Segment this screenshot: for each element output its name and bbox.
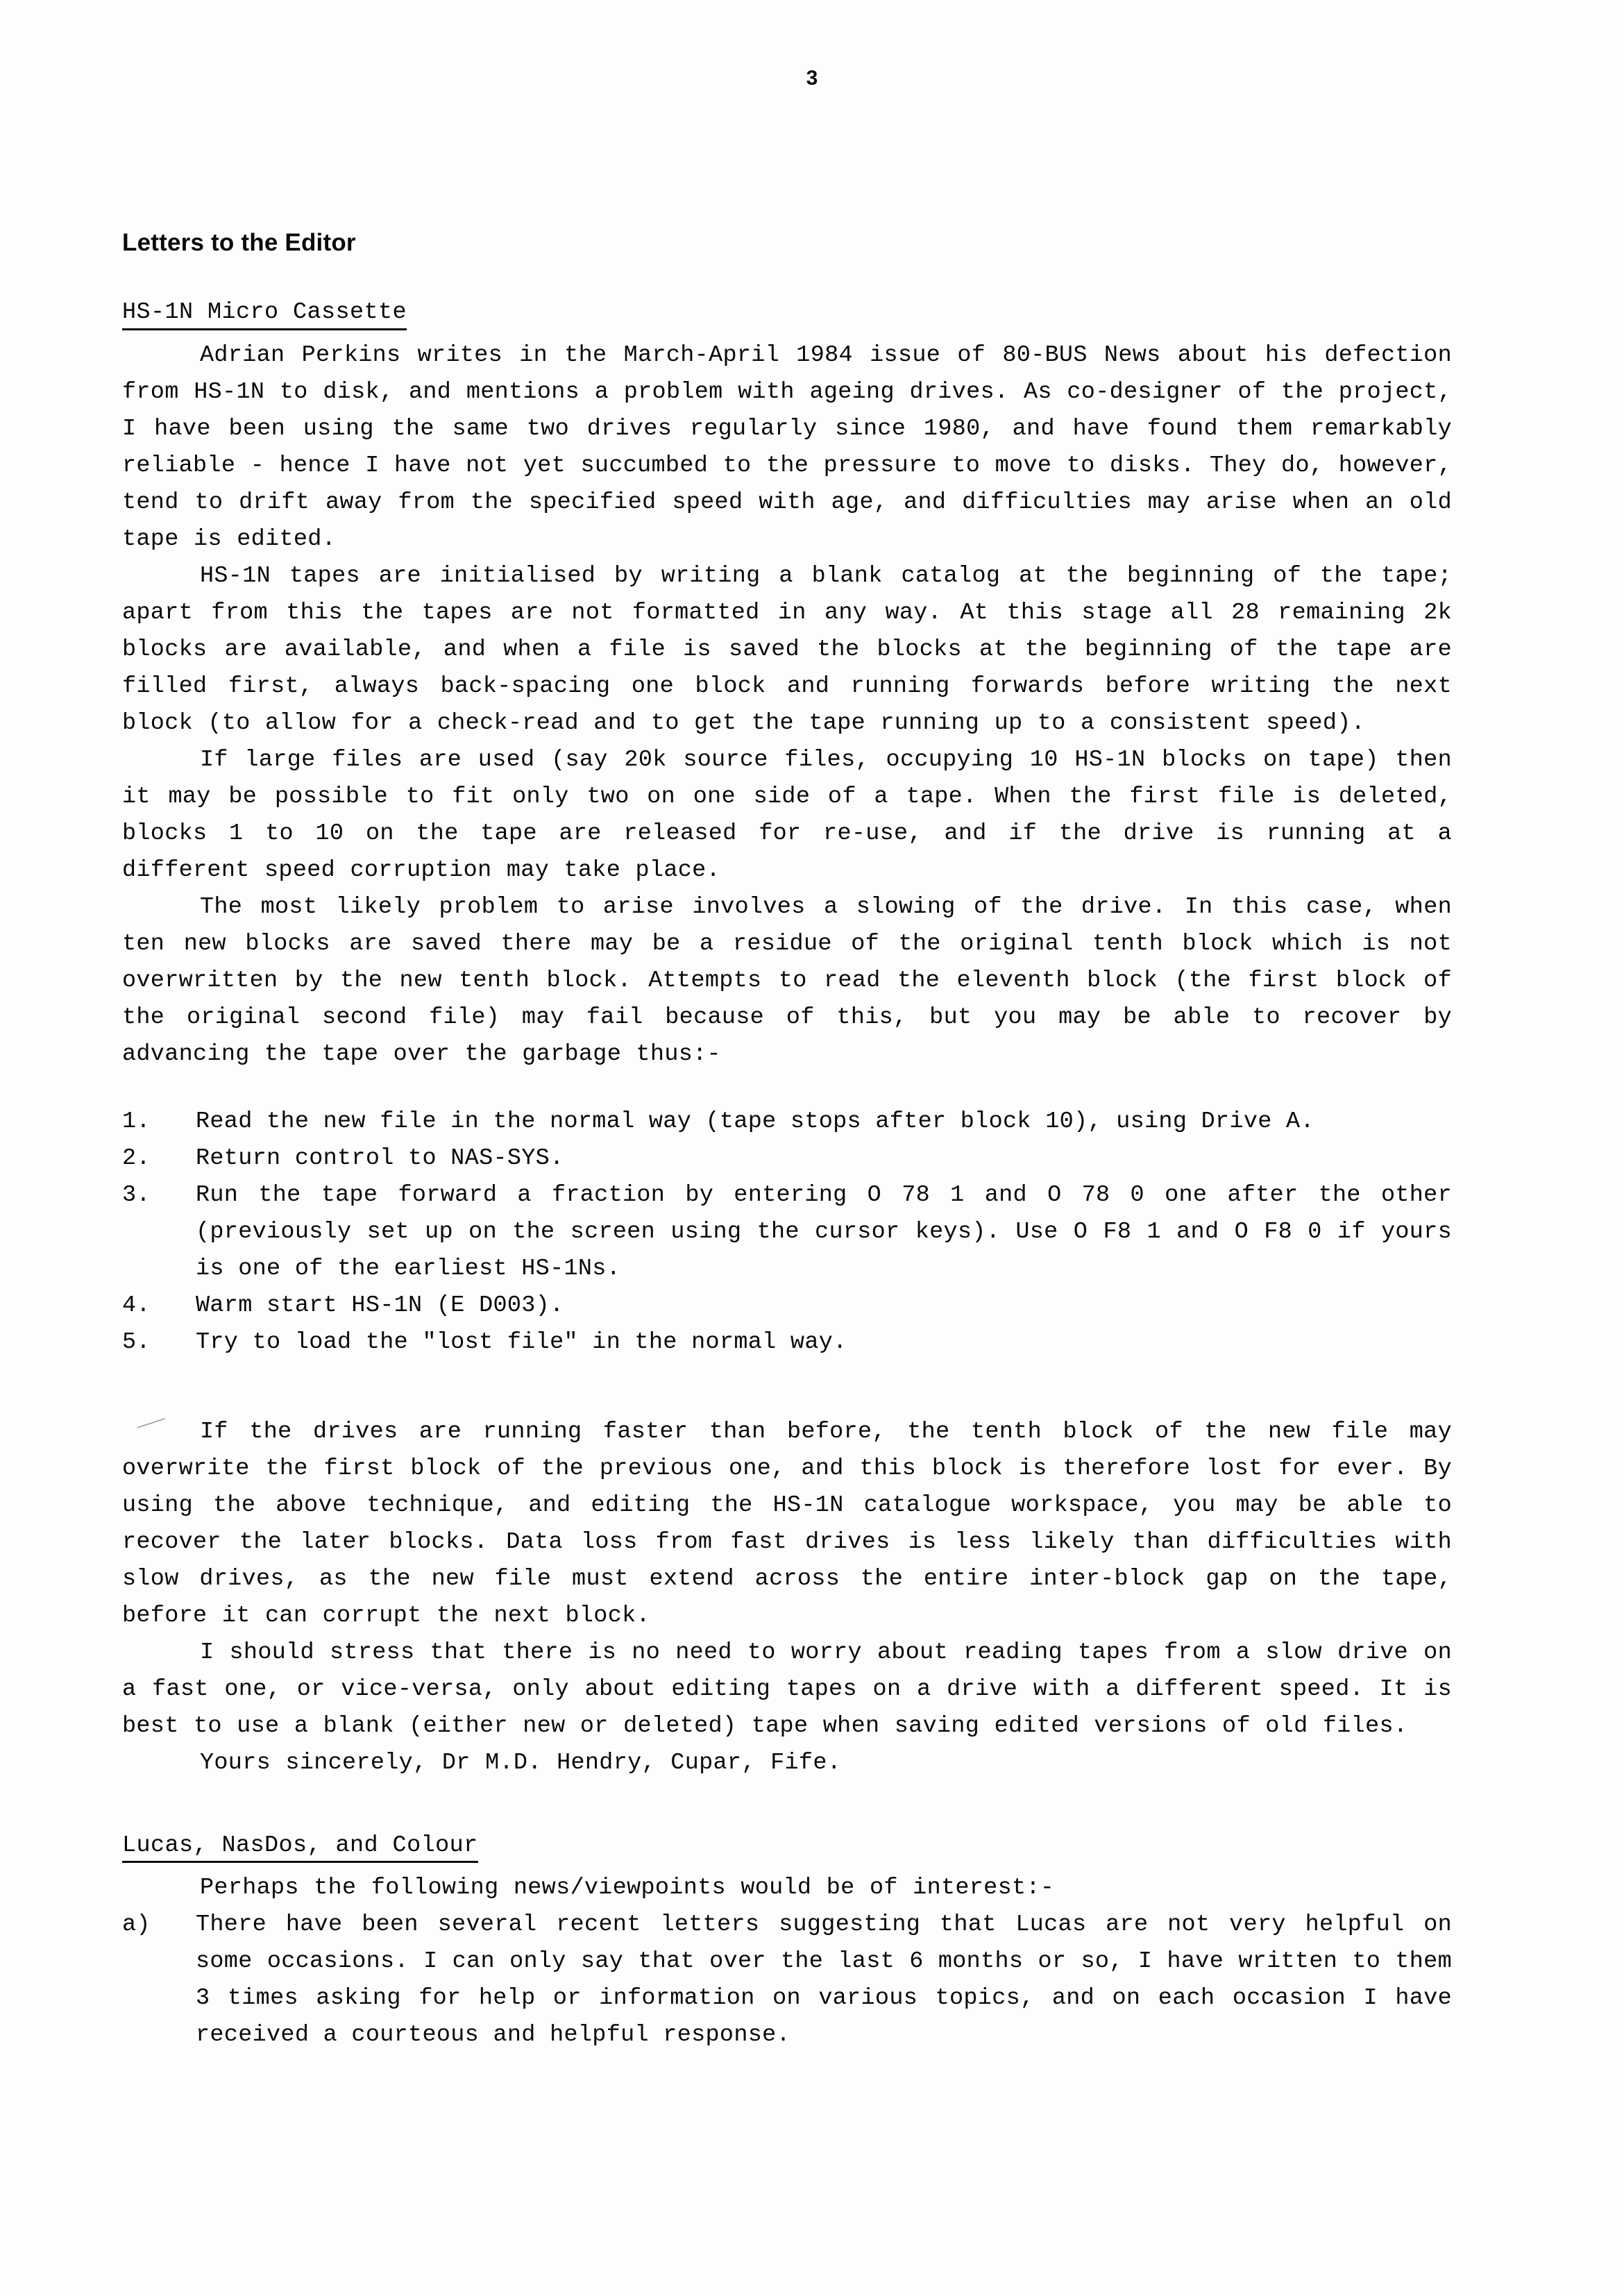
- list-item-marker: 4.: [122, 1292, 151, 1319]
- list-item: [122, 1907, 1452, 2054]
- list-item-marker: a): [122, 1911, 151, 1938]
- letter-title: Lucas, NasDos, and Colour: [122, 1834, 478, 1864]
- paragraph: Adrian Perkins writes in the March-April 1984 issue of 80-BUS News about his defection from HS-1N to disk, and mentions a problem with ageing drives. As co-designer of the project, I have been using the same two drives regularly since 1980, and have found them remarkably reliable - hence I have not yet succumbed to the pressure to move to disks. They do, however, tend to drift away from the specified speed with age, and difficulties may arise when an old tape is edited.: [122, 341, 1452, 552]
- spacer: [122, 1361, 1452, 1414]
- list-item-marker: 1.: [122, 1108, 151, 1135]
- list-item: [122, 1324, 1452, 1361]
- procedure-step-list: [122, 1104, 1452, 1361]
- list-item-text: There have been several recent letters suggesting that Lucas are not very helpful on some occasions. I can only say that over the last 6 months or so, I have written to them 3 times asking for help or information on various topics, and on each occasion I have received a courteous and helpful response.: [196, 1911, 1452, 2048]
- list-item-marker: 2.: [122, 1145, 151, 1172]
- list-item-text: Run the tape forward a fraction by entering O 78 1 and O 78 0 one after the other (previously set up on the screen using the cursor keys). Use O F8 1 and O F8 0 if yours is one of the earliest HS-1Ns.: [196, 1181, 1452, 1282]
- paragraph: HS-1N tapes are initialised by writing a blank catalog at the beginning of the tape; apart from this the tapes are not formatted in any way. At this stage all 28 remaining 2k blocks are available, and when a file is saved the blocks at the beginning of the tape are filled first, always back-spacing one block and running forwards before writing the next block (to allow for a check-read and to get the tape running up to a consistent speed).: [122, 562, 1452, 736]
- paragraph: If the drives are running faster than before, the tenth block of the new file may overwrite the first block of the previous one, and this block is therefore lost for ever. By using the above technique, and editing the HS-1N catalogue workspace, you may be able to recover the later blocks. Data loss from fast drives is less likely than difficulties with slow drives, as the new file must extend across the entire inter-block gap on the tape, before it can corrupt the next block.: [122, 1418, 1452, 1629]
- paragraph: The most likely problem to arise involves a slowing of the drive. In this case, when ten new blocks are saved there may be a residue of the original tenth block which is not overwritten by the new tenth block. Attempts to read the eleventh block (the first block of the original second file) may fail because of this, but you may be able to recover by advancing the tape over the garbage thus:-: [122, 893, 1452, 1067]
- section-heading: Letters to the Editor: [122, 229, 356, 256]
- list-item-text: Return control to NAS-SYS.: [196, 1145, 564, 1172]
- letter-lucas-nasdos-and-colour: [122, 1834, 1452, 2054]
- lettered-item-list: [122, 1907, 1452, 2054]
- stray-pen-mark-icon: ⸺: [133, 1408, 169, 1438]
- list-item-marker: 3.: [122, 1181, 151, 1208]
- list-item: [122, 1104, 1452, 1140]
- letter-signature: Yours sincerely, Dr M.D. Hendry, Cupar, Fife.: [200, 1749, 842, 1776]
- paragraph: I should stress that there is no need to worry about reading tapes from a slow drive on a fast one, or vice-versa, only about editing tapes on a drive with a different speed. It is best to use a blank (either new or deleted) tape when saving edited versions of old files.: [122, 1639, 1452, 1739]
- list-item-text: Try to load the "lost file" in the normal way.: [196, 1328, 847, 1356]
- list-item: [122, 1140, 1452, 1177]
- paragraph-block: [122, 1408, 1452, 1635]
- spacer: [122, 1782, 1452, 1834]
- paragraph: Perhaps the following news/viewpoints would be of interest:-: [200, 1875, 1055, 1901]
- letter-hs1n-micro-cassette: [122, 301, 1452, 1782]
- paragraph: If large files are used (say 20k source files, occupying 10 HS-1N blocks on tape) then it may be possible to fit only two on one side of a tape. When the first file is deleted, blocks 1 to 10 on the tape are released for re-use, and if the drive is running at a different speed corruption may take place.: [122, 746, 1452, 884]
- list-item-marker: 5.: [122, 1328, 151, 1356]
- list-item: [122, 1177, 1452, 1288]
- list-item-text: Read the new file in the normal way (tape stops after block 10), using Drive A.: [196, 1108, 1314, 1135]
- page-content: [122, 229, 1452, 2054]
- list-item-text: Warm start HS-1N (E D003).: [196, 1292, 564, 1319]
- letter-title: HS-1N Micro Cassette: [122, 301, 407, 330]
- list-item: [122, 1288, 1452, 1324]
- page-number: 3: [806, 67, 818, 90]
